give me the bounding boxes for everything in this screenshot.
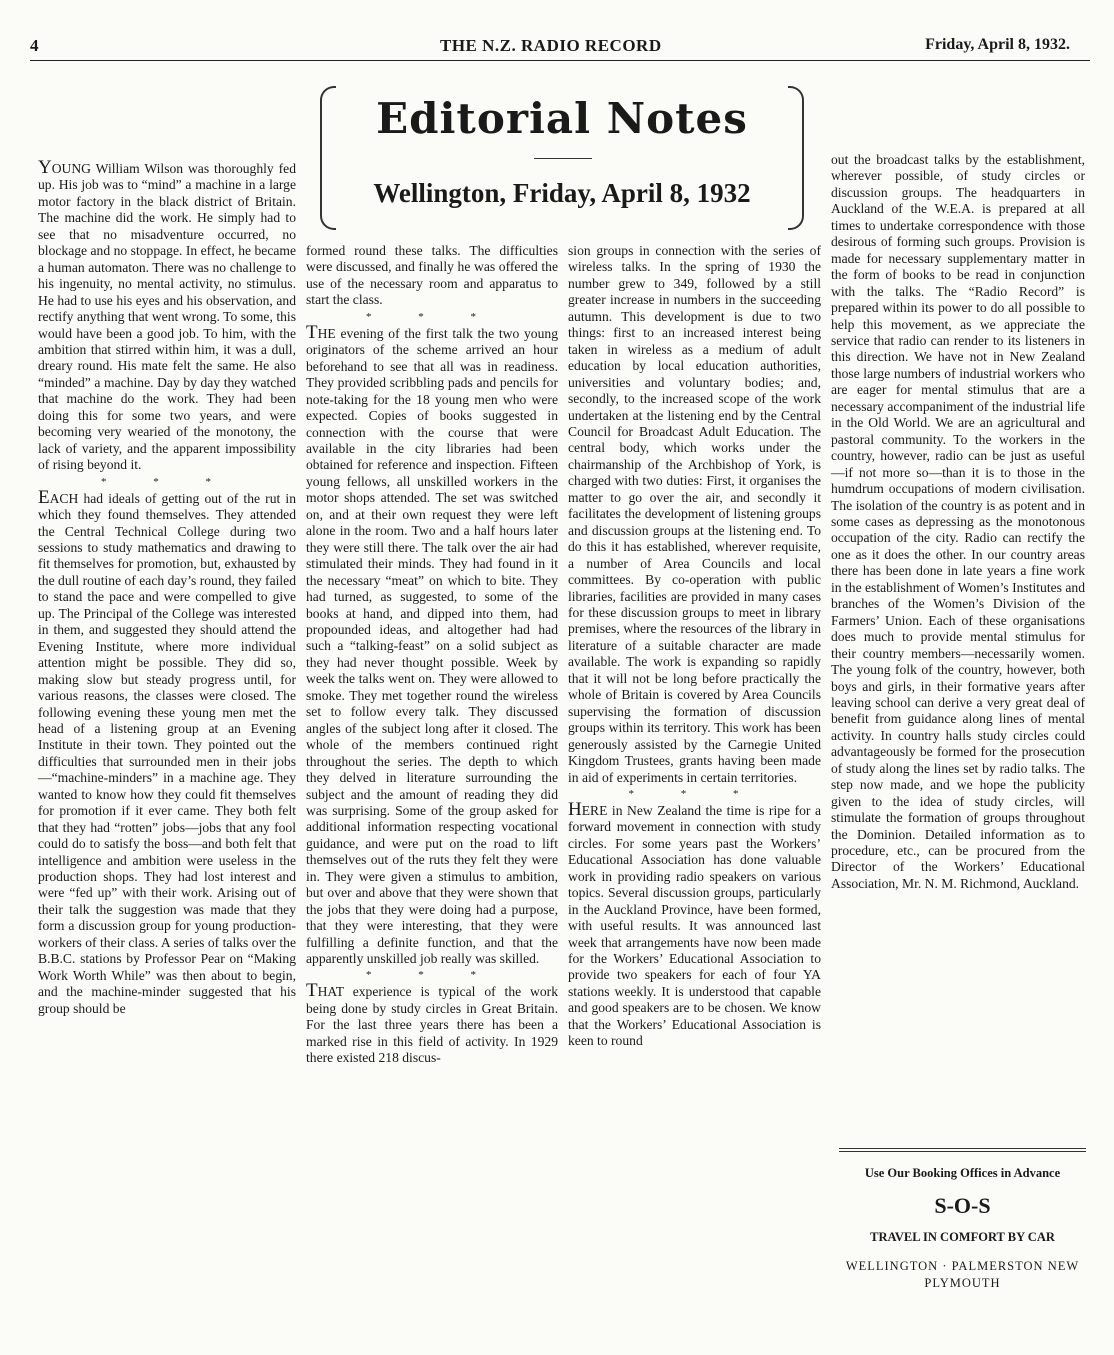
ad-travel-line: TRAVEL IN COMFORT BY CAR: [870, 1230, 1055, 1244]
drop-cap: Y: [38, 157, 52, 178]
paragraph: YOUNG William Wilson was thoroughly fed up. His job was to “mind” a machine in a large motor factory in the black district of Britain. The machine did the work. He simply had to see that no misadventure occurred, no blockage and no stoppage. In effect, he became a human automaton. There was no challenge to his ingenuity, no mental activity, no stimulus. He had to use his eyes and his observation, and rectify anything that went wrong. To some, this would have been a good job. To him, with the ambition that stirred within him, it was a dull, dreary round. His mate felt the same. He also “minded” a machine. Day by day they watched that machine do the work. They had been doing this for some two years, and were becoming very wearied of the monotony, the lack of variety, and the apparent impossibility of rising beyond it.: [38, 157, 296, 473]
ad-rule: [839, 1148, 1086, 1149]
sos-advertisement: [835, 1148, 1090, 1292]
drop-cap: E: [38, 486, 50, 508]
paragraph: HERE in New Zealand the time is ripe for a forward movement in connection with study circles. For some years past the Workers’ Educational Association has done valuable work in providing radio speakers on various topics. Several discussion groups, particularly in the Auckland Province, have been formed, with useful results. It was announced last week that arrangements have now been made for the Workers’ Educational Association to provide two speakers for each of four YA stations weekly. It is understood that capable and good speakers are to be chosen. We know that the Workers’ Educational Association is keen to round: [568, 798, 821, 1049]
ad-towns: WELLINGTON · PALMERSTON NEW PLYMOUTH: [845, 1259, 1080, 1290]
article-column-3: [568, 243, 821, 1050]
paragraph: sion groups in connection with the series of wireless talks. In the spring of 1930 the number grew to 349, followed by a still greater increase in numbers in the succeeding autumn. This development is due to two things: first to an increased interest being taken in wireless as a medium of adult education by local education authorities, universities and voluntary bodies; and, secondly, to the increased scope of the work undertaken at the listening end by the Central Council for Broadcast Adult Education. The central body, which works under the chairmanship of the Archbishop of York, is charged with two duties: First, it organises the matter to go over the air, and secondly it facilitates the development of listening groups and discussion groups at the listening end. To do this it has established, wherever requisite, a number of Area Councils and local committees. By co-operation with public libraries, facilities are provided in many cases for these discussion groups to meet in library premises, where the resources of the library in literature of a suitable character are made available. The work is expanding so rapidly that it will not be long before practically the whole of Britain is covered by Area Councils supervising the formation of discussion groups within its territory. This work has been generously assisted by the Carnegie United Kingdom Trustees, grants having been made in aid of experiments in certain territories.: [568, 243, 821, 785]
ad-rule: [839, 1151, 1086, 1152]
article-column-2: [306, 243, 558, 1067]
editorial-dateline: Wellington, Friday, April 8, 1932: [373, 178, 751, 208]
article-column-4: [831, 152, 1085, 892]
title-underline: [534, 158, 592, 159]
page-number: 4: [30, 36, 39, 55]
paragraph: THAT experience is typical of the work being done by study circles in Great Britain. For the last three years there has been a marked rise in this field of activity. In 1929 there existed 218 discus-: [306, 980, 558, 1066]
section-break: * * *: [101, 475, 233, 488]
editorial-heading-box: [320, 86, 804, 231]
drop-cap: H: [568, 798, 582, 820]
paragraph: formed round these talks. The difficulties were discussed, and finally he was offered the use of the necessary room and apparatus to start the class.: [306, 243, 558, 308]
publication-title: THE N.Z. RADIO RECORD: [440, 36, 662, 55]
ad-sos-title: S-O-S: [934, 1193, 991, 1218]
section-break: * * *: [366, 969, 498, 982]
issue-date: Friday, April 8, 1932.: [925, 36, 1070, 53]
drop-cap: T: [306, 980, 318, 1002]
paragraph: THE evening of the first talk the two young originators of the scheme arrived an hour beforehand to see that all was in readiness. They provided scribbling pads and pencils for note-taking for the 18 young men who were expected. Copies of books suggested in connection with the course that were available in the city libraries had been obtained for reference and inspection. Fifteen young fellows, all unskilled workers in the motor shops attended. The set was switched on, and at their own request they were left alone in the room. Two and a half hours later they were still there. The talk over the air had stimulated their minds. They had found in it the necessary “meat” on which to bite. They had turned, as suggested, to some of the books at hand, and dipped into them, had propounded ideas, and altogether had had such a “talking-feast” on a solid subject as they had never thought possible. Week by week the talks went on. They were allowed to smoke. They met together round the wireless set to follow every talk. They discussed angles of the subject long after it closed. The whole of the members continued right throughout the series. The depth to which they delved in literature surrounding the subject and the amount of reading they did was surprising. Some of the group asked for additional information respecting vocational guidance, and were put on the road to lift themselves out of the ruts they felt they were in. They were given a stimulus to ambition, but over and above that they were shown that the jobs that they were doing had a purpose, that they were interesting, that they were fulfilling a definite function, and that the apparently unskilled job really was skilled.: [306, 321, 558, 967]
section-break: * * *: [366, 310, 498, 323]
paragraph: out the broadcast talks by the establishment, wherever possible, of study circles or discussion groups. The headquarters in Auckland of the W.E.A. is prepared at all times to undertake correspondence with those desirous of forming such groups. Provision is made for necessary supplementary matter in the form of books to be read in conjunction with the talks. The “Radio Record” is prepared within its power to do all possible to help this movement, as we appreciate the service that radio can render to its listeners in this direction. We have not in New Zealand those large numbers of industrial workers who are eager for mental stimulus that are a necessary accompaniment of the industrial life in the Old World. We are an agricultural and pastoral community. To the workers in the country, however, radio can be just as useful—if not more so—than it is to those in the humdrum occupations of modern civilisation. The isolation of the country is as potent and in some cases as depressing as the monotonous occupation of the city. Radio can rectify the one as it does the other. In our country areas there has been done in late years a fine work in the establishment of Women’s Institutes and branches of the Women’s Division of the Farmers’ Union. Each of these organisations does much to provide mental stimulus for their country members—necessarily women. The young folk of the country, however, both boys and girls, in their formative years after leaving school can derive a very great deal of benefit from guidance along lines of mental activity. In country halls study circles could advantageously be formed for the prosecution of study along the lines set by radio talks. The step now made, and we hope the publicity given to the idea of study circles, will stimulate the formation of groups throughout the Dominion. Detailed information as to procedure, etc., can be procured from the Director of the Workers’ Educational Association, Mr. N. M. Richmond, Auckland.: [831, 152, 1085, 891]
paragraph: EACH had ideals of getting out of the rut in which they found themselves. They attended the Central Technical College during two sessions to study mathematics and drawing to fit themselves for promotion, but, exhausted by the dull routine of each day’s round, they failed to stand the pace and were compelled to give up. The Principal of the College was interested in them, and suggested they should attend the Evening Institute, where more individual attention might be possible. They did so, making slow but steady progress until, for various reasons, the classes were closed. The following evening these young men met the head of a listening group at an Evening Institute in their town. They pointed out the difficulties that surrounded men in their jobs —“machine-minders” in a machine age. They wanted to know how they could fit themselves for promotion if it ever came. They both felt that they had “rotten” jobs—jobs that any fool could do to satisfy the boss—and both felt that intelligence and ambition were useless in the production shops. They had lost interest and were “fed up” with their work. Arising out of their talk the suggestion was made that they form a discussion group for young production-workers of their class. A series of talks over the B.B.C. stations by Professor Pear on “Making Work Worth While” was then about to begin, and the machine-minder suggested that his group should be: [38, 486, 296, 1016]
drop-cap: T: [306, 321, 318, 343]
editorial-title: Editorial Notes: [376, 94, 748, 143]
header-rule: [30, 60, 1090, 61]
section-break: * * *: [628, 787, 761, 800]
ad-booking-line: Use Our Booking Offices in Advance: [864, 1166, 1061, 1180]
article-column-1: [38, 157, 296, 1017]
page-header: [30, 36, 1090, 60]
